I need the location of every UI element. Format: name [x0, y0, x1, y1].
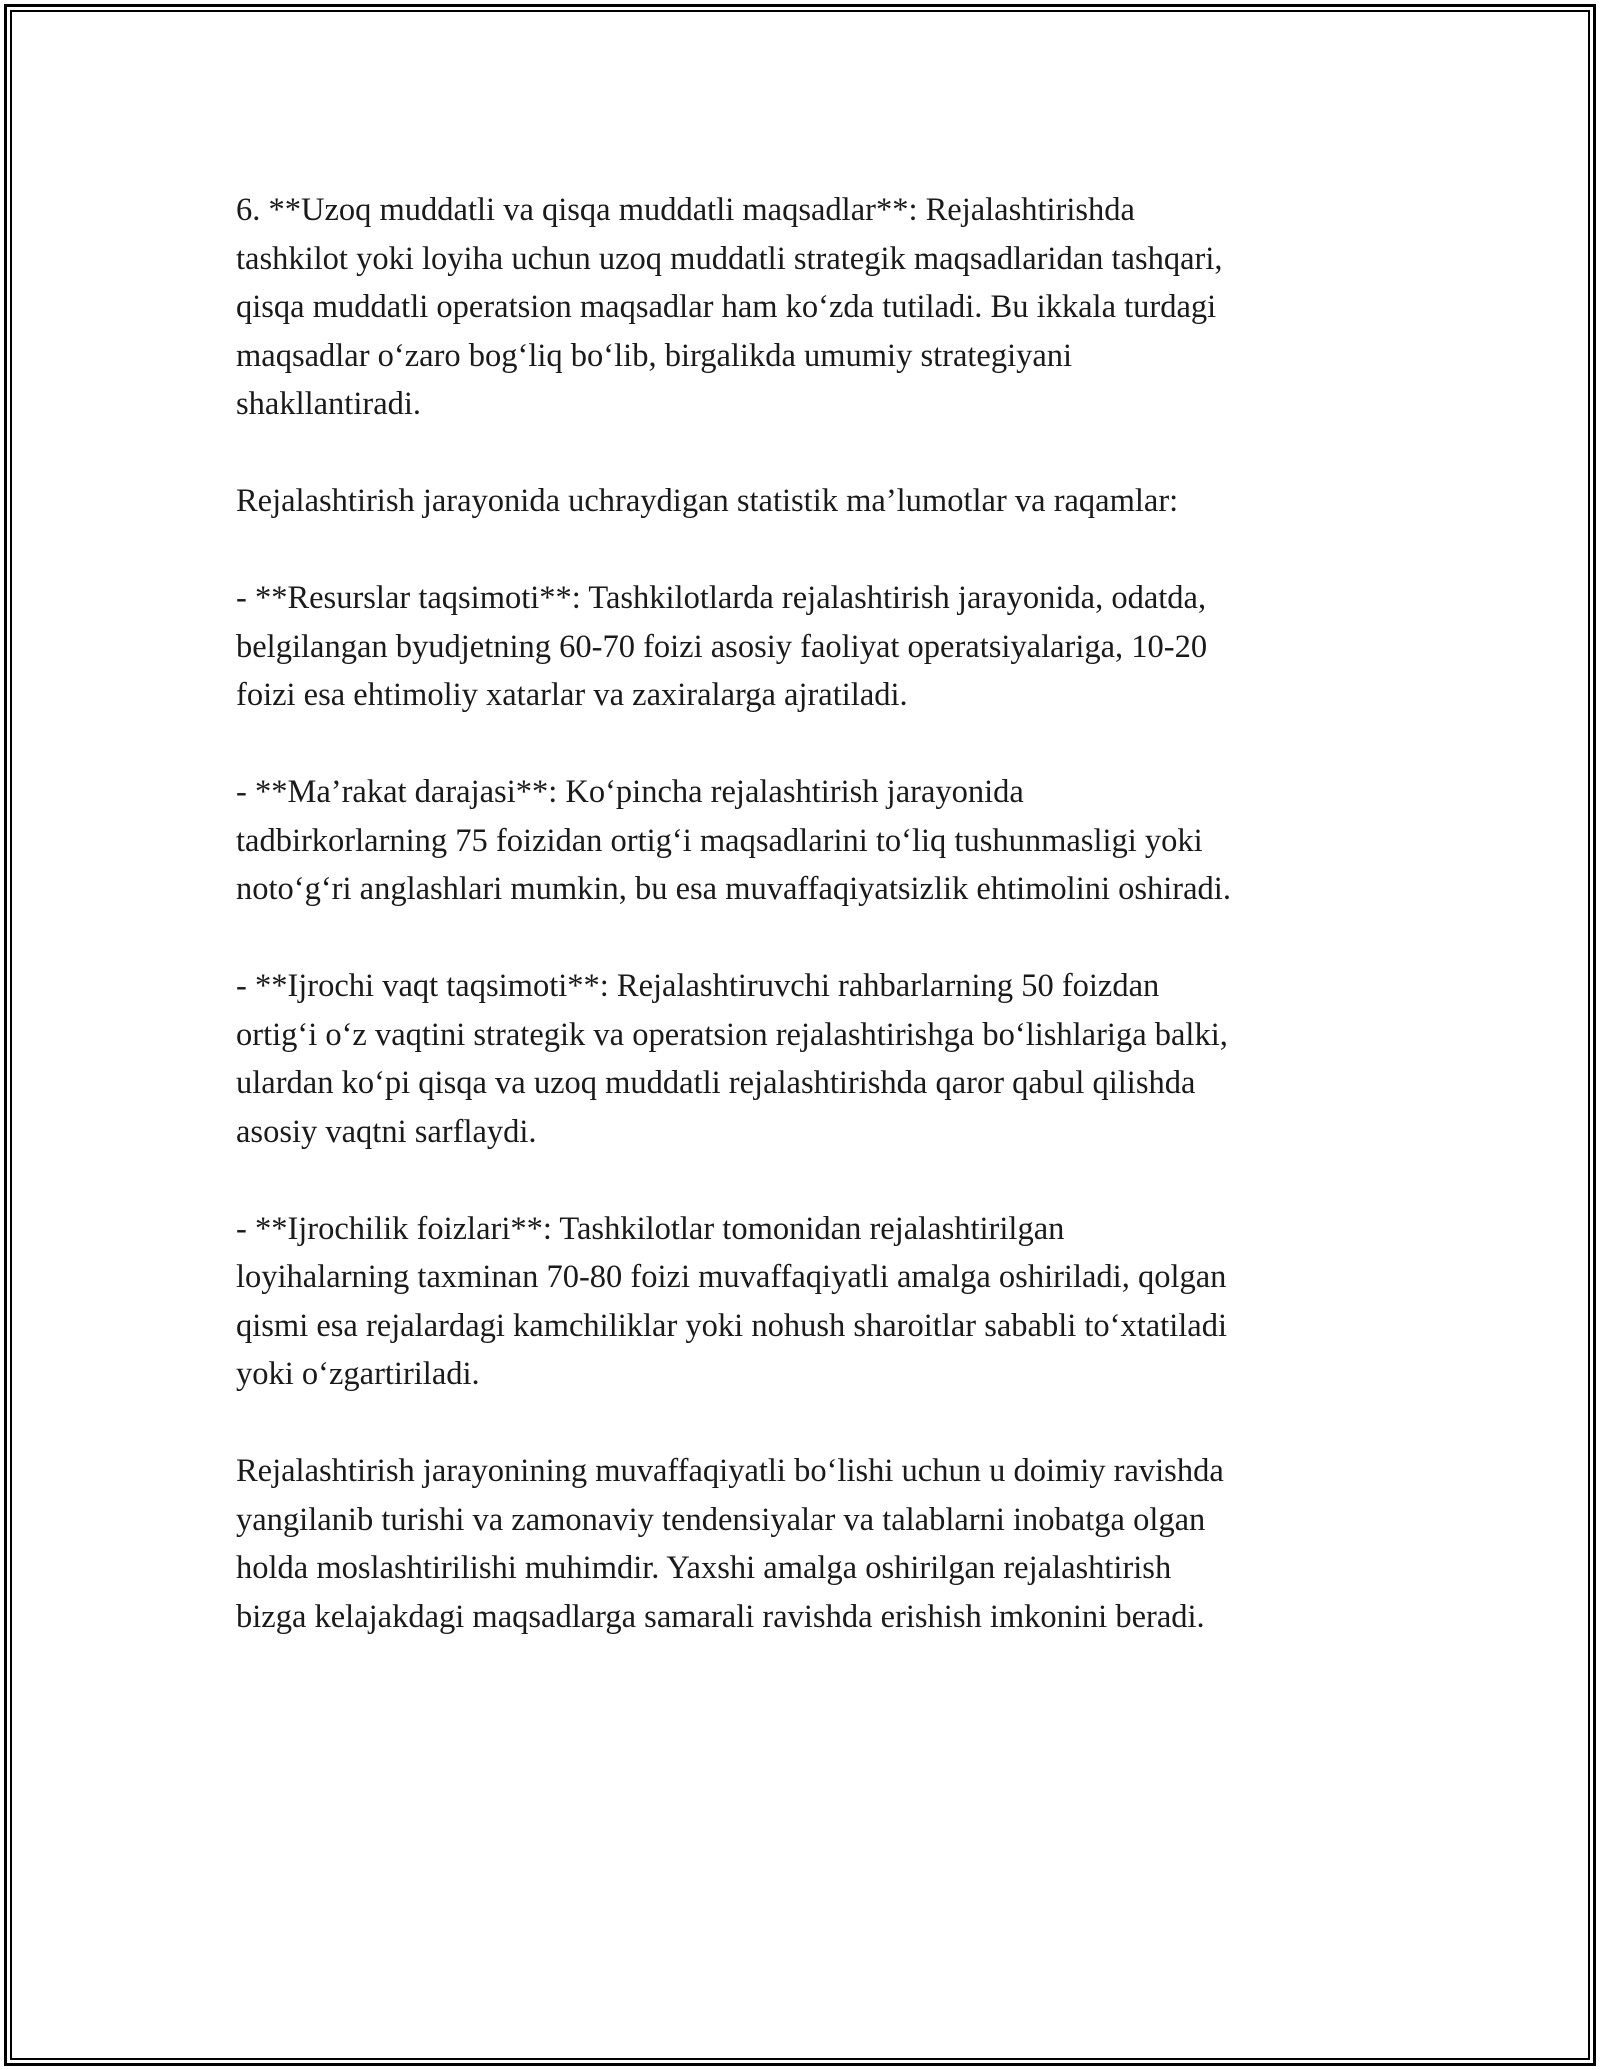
paragraph-resource-allocation [236, 574, 1376, 720]
paragraph-statistics-intro [236, 477, 1376, 526]
paragraph-awareness-level [236, 768, 1376, 914]
text-line: foizi esa ehtimoliy xatarlar va zaxiralarga ajratiladi. [236, 677, 908, 713]
text-line: 6. **Uzoq muddatli va qisqa muddatli maqsadlar**: Rejalashtirishda [236, 192, 1135, 228]
paragraph-execution-rates [236, 1205, 1376, 1399]
text-line: bizga kelajakdagi maqsadlarga samarali ravishda erishish imkonini beradi. [236, 1598, 1205, 1635]
text-line: loyihalarning taxminan 70-80 foizi muvaffaqiyatli amalga oshiriladi, qolgan [236, 1259, 1227, 1295]
text-line: Rejalashtirish jarayonining muvaffaqiyatli bo‘lishi uchun u doimiy ravishda [236, 1453, 1224, 1489]
text-line: shakllantiradi. [236, 386, 422, 422]
document-body [236, 186, 1376, 1690]
text-line: maqsadlar o‘zaro bog‘liq bo‘lib, birgalikda umumiy strategiyani [236, 337, 1073, 374]
text-line: Rejalashtirish jarayonida uchraydigan statistik ma’lumotlar va raqamlar: [236, 483, 1179, 519]
text-line: yangilanib turishi va zamonaviy tendensiyalar va talablarni inobatga olgan [236, 1501, 1206, 1538]
text-line: qisqa muddatli operatsion maqsadlar ham ko‘zda tutiladi. Bu ikkala turdagi [236, 289, 1217, 325]
text-line: tadbirkorlarning 75 foizidan ortig‘i maqsadlarini to‘liq tushunmasligi yoki [236, 822, 1203, 859]
text-line: ulardan ko‘pi qisqa va uzoq muddatli rejalashtirishda qaror qabul qilishda [236, 1065, 1196, 1101]
text-line: ortig‘i o‘z vaqtini strategik va operatsion rejalashtirishga bo‘lishlariga balki, [236, 1016, 1228, 1053]
text-line: - **Resurslar taqsimoti**: Tashkilotlarda rejalashtirish jarayonida, odatda, [236, 580, 1207, 616]
text-line: - **Ma’rakat darajasi**: Ko‘pincha rejalashtirish jarayonida [236, 774, 1024, 810]
text-line: belgilangan byudjetning 60-70 foizi asosiy faoliyat operatsiyalariga, 10-20 [236, 628, 1208, 665]
text-line: asosiy vaqtni sarflaydi. [236, 1113, 537, 1150]
paragraph-long-short-term-goals [236, 186, 1376, 429]
text-line: - **Ijrochi vaqt taqsimoti**: Rejalashtiruvchi rahbarlarning 50 foizdan [236, 968, 1160, 1004]
text-line: - **Ijrochilik foizlari**: Tashkilotlar tomonidan rejalashtirilgan [236, 1210, 1065, 1247]
text-line: holda moslashtirilishi muhimdir. Yaxshi amalga oshirilgan rejalashtirish [236, 1550, 1172, 1586]
paragraph-conclusion [236, 1447, 1376, 1641]
text-line: noto‘g‘ri anglashlari mumkin, bu esa muvaffaqiyatsizlik ehtimolini oshiradi. [236, 871, 1231, 907]
text-line: qismi esa rejalardagi kamchiliklar yoki nohush sharoitlar sababli to‘xtatiladi [236, 1307, 1227, 1344]
text-line: tashkilot yoki loyiha uchun uzoq muddatli strategik maqsadlaridan tashqari, [236, 240, 1223, 277]
paragraph-executive-time-allocation [236, 962, 1376, 1156]
text-line: yoki o‘zgartiriladi. [236, 1356, 480, 1392]
